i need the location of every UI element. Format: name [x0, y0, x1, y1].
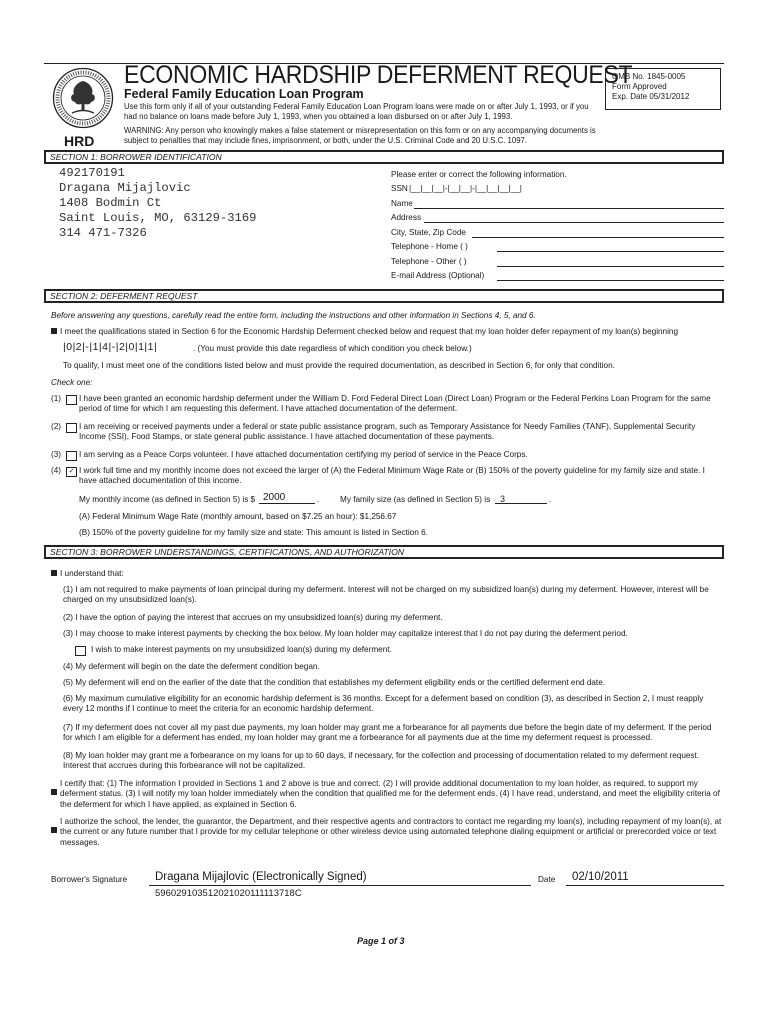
tel-other-label: Telephone - Other ( ) — [391, 257, 467, 266]
income-period: . — [317, 495, 320, 504]
date-note: . (You must provide this date regardless of which condition you check below.) — [193, 344, 472, 353]
city-input[interactable] — [472, 237, 724, 238]
name-input[interactable] — [414, 208, 724, 209]
income-label: My monthly income (as defined in Section 5) is $ — [79, 495, 256, 504]
department-seal-icon — [52, 67, 114, 129]
certify-text: I certify that: (1) The information I provided in Sections 1 and 2 above is true and correct. (2) I will provide additional documentation to my loan holder, as required, to support my deferment status. (3) I will notify my loan holder immediately when the condition that qualified me for the deferment ends. (4) I have read, understand, and meet the eligibility criteria of the deferment for which I have applied, as explained in Section 6. — [60, 779, 720, 809]
before-answering: Before answering any questions, carefully read the entire form, including the instructions and other information in Sections 4, 5, and 6. — [51, 311, 536, 320]
poverty-text: (B) 150% of the poverty guideline for my family size and state: This amount is listed in Section 6. — [79, 528, 428, 537]
form-approved: Form Approved — [612, 82, 667, 91]
date-field[interactable] — [566, 885, 724, 886]
bullet-icon — [51, 570, 57, 576]
bullet-icon — [51, 328, 57, 334]
option2-text: I am receiving or received payments under a federal or state public assistance program, such as Temporary Assistance for Needy Families (TANF), Supplemental Security Income (SSI), Food Stamps, or state general public assistance. I have attached documentation of these payments. — [79, 422, 696, 442]
qualify-statement — [51, 327, 678, 337]
option3-checkbox[interactable] — [66, 451, 77, 461]
option4-text: I work full time and my monthly income does not exceed the larger of (A) the Federal Minimum Wage Rate or (B) 150% of the poverty guideline for my family size and state. I have attached documentation of this income. — [79, 466, 705, 486]
ssn-label: SSN — [391, 184, 408, 193]
email-input[interactable] — [497, 280, 724, 281]
option1-number: (1) — [51, 394, 62, 403]
hrd-label: HRD — [64, 133, 95, 149]
exp-date: Exp. Date 05/31/2012 — [612, 92, 690, 101]
income-value: 2000 — [263, 492, 286, 503]
section1-instruction: Please enter or correct the following information. — [391, 170, 567, 179]
understand-label — [51, 569, 124, 579]
understanding-7: (7) If my deferment does not cover all my past due payments, my loan holder may grant me a forbearance for all payments due before the begin date of my deferment. If the period for which I am eligible for a deferment has ended, my loan holder may grant me a forbearance for all payments due at the time my deferment request is processed. — [63, 723, 712, 743]
interest-payment-checkbox[interactable] — [75, 646, 86, 656]
warning-text: WARNING: Any person who knowingly makes a false statement or misrepresentation on this form or on any accompanying documents is subject to penalties that may include fines, imprisonment, or both, under the U.S. Criminal Code and 20 U.S.C. 1097. — [124, 126, 596, 145]
understand-text: I understand that: — [60, 569, 124, 578]
borrower-city: Saint Louis, MO, 63129-3169 — [59, 211, 257, 225]
section3-heading: SECTION 3: BORROWER UNDERSTANDINGS, CERTIFICATIONS, AND AUTHORIZATION — [44, 545, 724, 559]
form-title: ECONOMIC HARDSHIP DEFERMENT REQUEST — [124, 61, 633, 89]
email-label: E-mail Address (Optional) — [391, 271, 485, 280]
ssn-input[interactable]: |__|__|__|-|__|__|-|__|__|__|__| — [409, 184, 522, 193]
borrower-ssn: 492170191 — [59, 166, 125, 180]
understanding-8: (8) My loan holder may grant me a forbearance on my loans for up to 60 days, if necessary, for the collection and processing of documentation related to my deferment request. Interest that accrues during this forbearance will not be capitalized. — [63, 751, 700, 771]
borrower-address: 1408 Bodmin Ct — [59, 196, 162, 210]
qualify-text: I meet the qualifications stated in Section 6 for the Economic Hardship Deferment checked below and request that my loan holder defer repayment of my loan(s) beginning — [60, 327, 679, 336]
bullet-icon — [51, 789, 57, 795]
family-period: . — [549, 495, 552, 504]
tel-other-input[interactable] — [497, 266, 724, 267]
borrower-phone: 314 471-7326 — [59, 226, 147, 240]
option3-text: I am serving as a Peace Corps volunteer. I have attached documentation certifying my period of service in the Peace Corps. — [79, 450, 528, 459]
option3-number: (3) — [51, 450, 62, 459]
option1-text: I have been granted an economic hardship deferment under the William D. Ford Federal Direct Loan (Direct Loan) Program or the Federal Perkins Loan Program for the same period of time for which I am requesting this deferment. I have attached documentation of the deferment. — [79, 394, 711, 414]
to-qualify-text: To qualify, I must meet one of the conditions listed below and must provide the required documentation, as described in Section 6, for only that condition. — [63, 361, 615, 370]
option4-number: (4) — [51, 466, 62, 475]
address-label: Address — [391, 213, 422, 222]
understanding-6: (6) My maximum cumulative eligibility for an economic hardship deferment is 36 months. Except for a deferment based on condition (3), as described in Section 2, I must reapply every 12 months if I continue to meet the criteria for an economic hardship deferment. — [63, 694, 704, 714]
date-value: 02/10/2011 — [572, 871, 629, 883]
name-label: Name — [391, 199, 413, 208]
option2-number: (2) — [51, 422, 62, 431]
city-label: City, State, Zip Code — [391, 228, 466, 237]
section2-heading: SECTION 2: DEFERMENT REQUEST — [44, 289, 724, 303]
min-wage-text: (A) Federal Minimum Wage Rate (monthly amount, based on $7.25 an hour): $1,256.67 — [79, 512, 397, 521]
address-input[interactable] — [424, 222, 724, 223]
family-label: My family size (as defined in Section 5) is — [340, 495, 491, 504]
bullet-icon — [51, 827, 57, 833]
understanding-1: (1) I am not required to make payments of loan principal during my deferment. Interest will not be charged on my subsidized loan(s) during my deferment. However, interest will be charged on my unsubsidized loan(s). — [63, 585, 709, 605]
section1-heading: SECTION 1: BORROWER IDENTIFICATION — [44, 150, 724, 164]
signature-value: Dragana Mijajlovic (Electronically Signed) — [155, 871, 367, 883]
family-value: 3 — [500, 494, 506, 504]
understanding-5: (5) My deferment will end on the earlier of the date that the condition that establishes my deferment eligibility ends or the certified deferment end date. — [63, 678, 606, 687]
tel-home-label: Telephone - Home ( ) — [391, 242, 468, 251]
date-label: Date — [538, 875, 556, 884]
understanding-4: (4) My deferment will begin on the date the deferment condition began. — [63, 662, 320, 671]
check-one-label: Check one: — [51, 378, 93, 387]
option2-checkbox[interactable] — [66, 423, 77, 433]
form-subtitle: Federal Family Education Loan Program — [124, 87, 364, 101]
option4-checkbox[interactable]: ✓ — [66, 467, 77, 477]
income-input-line[interactable] — [259, 503, 315, 504]
option1-checkbox[interactable] — [66, 395, 77, 405]
authorize-text: I authorize the school, the lender, the guarantor, the Department, and their respective agents and contractors to contact me regarding my loan(s), including repayment of my loan(s), at the current or any future number that I provide for my cellular telephone or other wireless device using automated telephone dialing equipment or artificial or prerecorded voice or text messages. — [60, 817, 722, 847]
borrower-name: Dragana Mijajlovic — [59, 181, 191, 195]
deferment-begin-date[interactable]: |0|2|-|1|4|-|2|0|1|1| — [63, 341, 158, 353]
page-number: Page 1 of 3 — [357, 936, 405, 946]
interest-payment-text: I wish to make interest payments on my unsubsidized loan(s) during my deferment. — [91, 645, 392, 654]
understanding-2: (2) I have the option of paying the interest that accrues on my unsubsidized loan(s) during my deferment. — [63, 613, 443, 622]
omb-number: OMB No. 1845-0005 — [612, 72, 686, 81]
understanding-3: (3) I may choose to make interest payments by checking the box below. My loan holder may capitalize interest that I do not pay during the deferment period. — [63, 629, 628, 638]
signature-label: Borrower's Signature — [51, 875, 128, 884]
tel-home-input[interactable] — [497, 251, 724, 252]
intro-text: Use this form only if all of your outstanding Federal Family Education Loan Program loans were made on or after July 1, 1993, or if you had no balance on loans made before July 1, 1993, when you obtained a loan disbursed on or after July 1, 1993. — [124, 102, 589, 121]
omb-box — [605, 68, 721, 110]
signature-field[interactable] — [149, 885, 531, 886]
signature-code: 596029103512021020111113718C — [155, 888, 302, 899]
